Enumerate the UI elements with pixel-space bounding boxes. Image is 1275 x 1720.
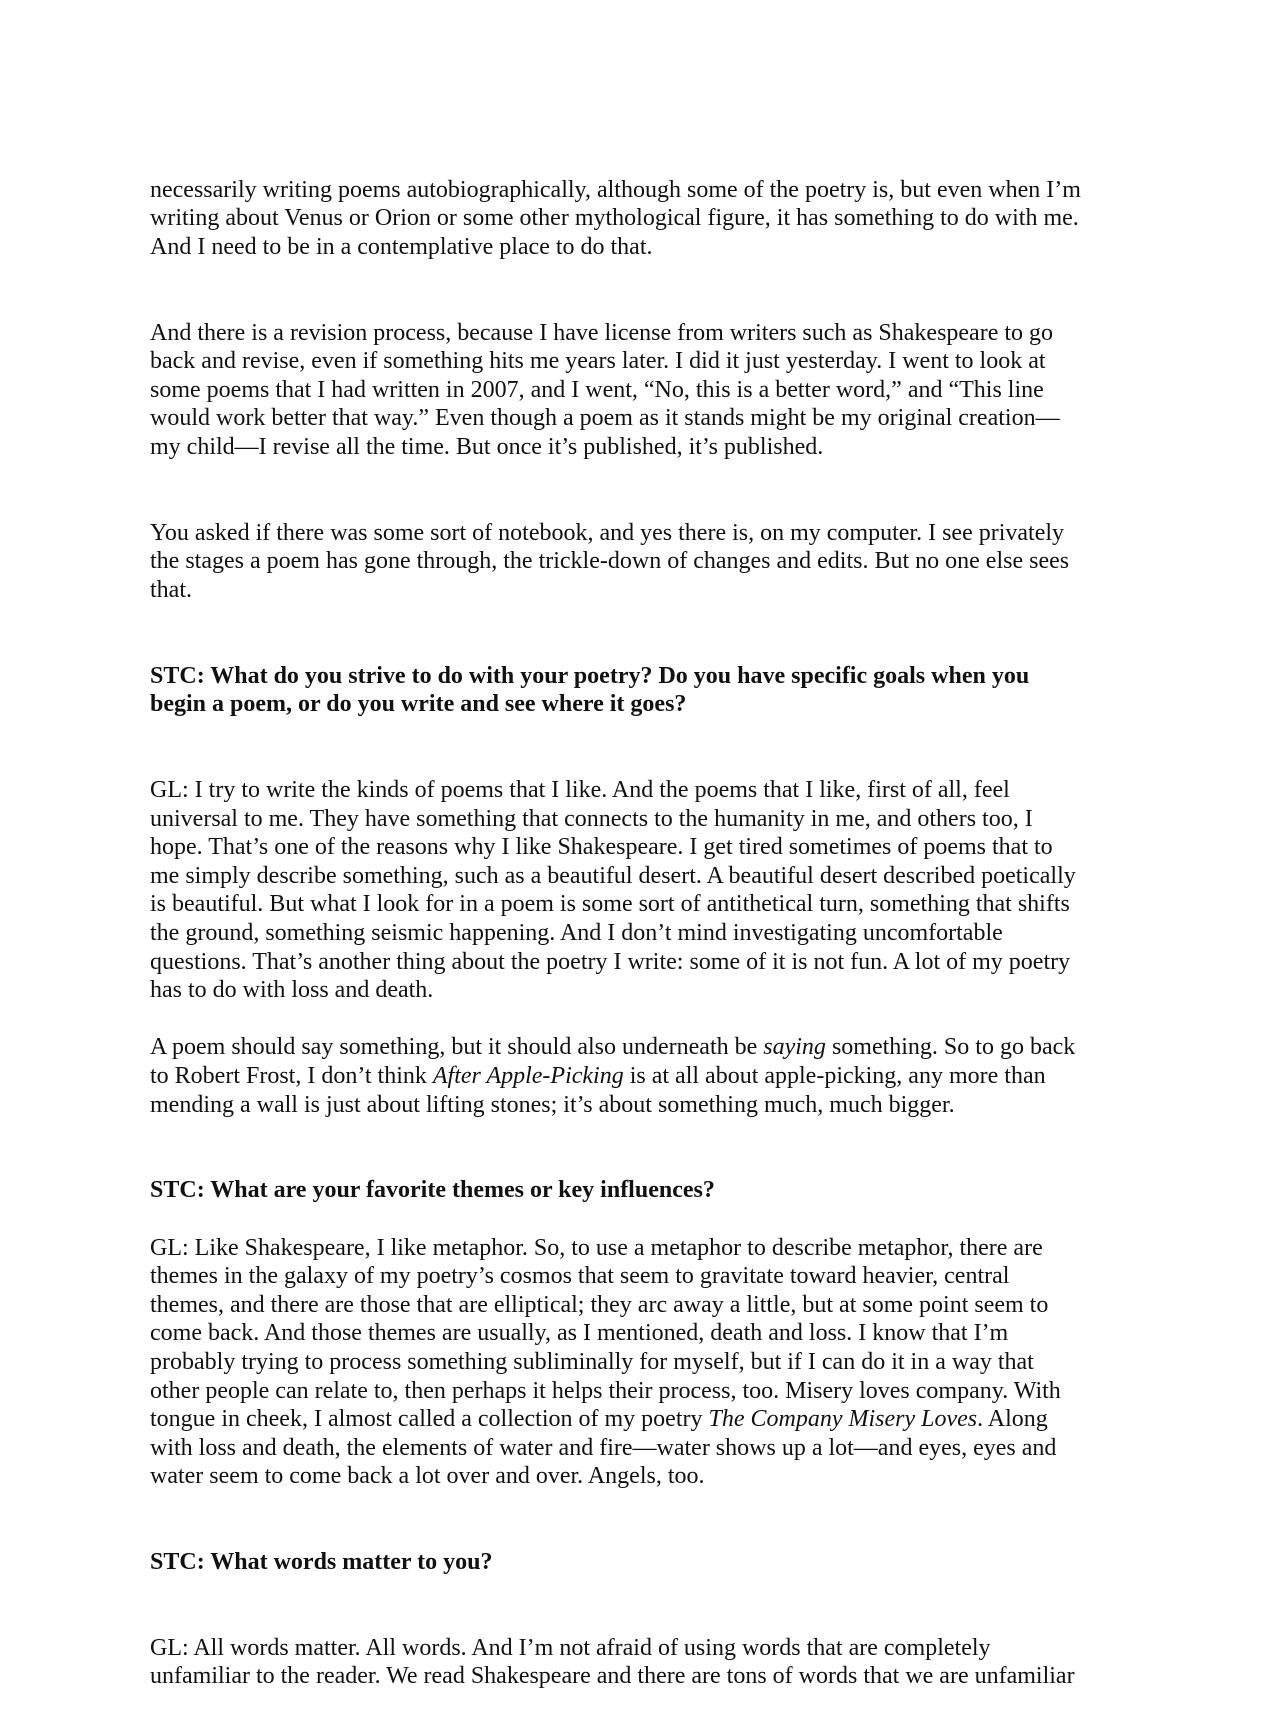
paragraph-text: GL: I try to write the kinds of poems that I like. And the poems that I like, first of all, feel universal to me. They have something that connects to the humanity in me, and others too, I hope. That’s one of the reasons why I like Shakespeare. I get tired sometimes of poems that to me simply describe something, such as a beautiful desert. A beautiful desert described poetically is beautiful. But what I look for in a poem is some sort of antithetical turn, something that shifts the ground, something seismic happening. And I don’t mind investigating uncomfortable questions. That’s another thing about the poetry I write: some of it is not fun. A lot of my poetry has to do with loss and death. bbox=[150, 777, 1076, 1004]
paragraph-1 bbox=[150, 147, 1135, 261]
paragraph-10 bbox=[150, 1605, 1135, 1691]
italic-title: After Apple-Picking bbox=[432, 1063, 624, 1089]
question-text: STC: What are your favorite themes or key influences? bbox=[150, 1177, 715, 1204]
interview-question-1 bbox=[150, 633, 1135, 719]
interview-question-2 bbox=[150, 1148, 1135, 1205]
paragraph-text: GL: Like Shakespeare, I like metaphor. So, to use a metaphor to describe metaphor, there are themes in the galaxy of my poetry’s cosmos that seem to gravitate toward heavier, central themes, and there are those that are elliptical; they arc away a little, but at some point seem to come back. And those themes are usually, as I mentioned, death and loss. I know that I’m probably trying to process something subliminally for myself, but if I can do it in a way that other people can relate to, then perhaps it helps their process, too. Misery loves company. With tongue in cheek, I almost called a collection of my poetry bbox=[150, 1234, 1061, 1433]
paragraph-text: You asked if there was some sort of notebook, and yes there is, on my computer. I see privately the stages a poem has gone through, the trickle-down of changes and edits. But no one else sees that. bbox=[150, 519, 1070, 603]
paragraph-text: And there is a revision process, because I have license from writers such as Shakespeare to go back and revise, even if something hits me years later. I did it just yesterday. I went to look at some poems that I had written in 2007, and I went, “No, this is a better word,” and “This line would work better that way.” Even though a poem as it stands might be my original creation— my child—I revise all the time. But once it’s published, it’s published. bbox=[150, 319, 1060, 460]
paragraph-text: necessarily writing poems autobiographically, although some of the poetry is, but even when I’m writing about Venus or Orion or some other mythological figure, it has something to do with me. And I need to be in a contemplative place to do that. bbox=[150, 176, 1081, 260]
paragraph-text: GL: All words matter. All words. And I’m not afraid of using words that are completely unfamiliar to the reader. We read Shakespeare and there are tons of words that we are unfamiliar bbox=[150, 1634, 1075, 1690]
document-page bbox=[150, 147, 1135, 1720]
paragraph-text: . Along with loss and death, the elements of water and fire—water shows up a lot—and eyes, eyes and water seem to come back a lot over and over. Angels, too. bbox=[150, 1406, 1057, 1490]
paragraph-8 bbox=[150, 1234, 1135, 1491]
paragraph-3 bbox=[150, 490, 1135, 604]
paragraph-2 bbox=[150, 290, 1135, 462]
question-text: STC: What words matter to you? bbox=[150, 1549, 493, 1576]
interview-question-3 bbox=[150, 1520, 1135, 1577]
paragraph-text: A poem should say something, but it should also underneath be bbox=[150, 1034, 764, 1061]
italic-title: The Company Misery Loves bbox=[708, 1406, 978, 1433]
question-text: STC: What do you strive to do with your poetry? Do you have specific goals when you begin a poem, or do you write and see where it goes? bbox=[150, 662, 1030, 718]
paragraph-text: something. So to go back to Robert Frost, I don’t think bbox=[150, 1034, 1076, 1089]
paragraph-6 bbox=[150, 1033, 1135, 1119]
paragraph-text: is at all about apple-picking, any more than mending a wall is just about lifting stones; it’s about something much, much bigger. bbox=[150, 1063, 1046, 1118]
italic-text: saying bbox=[763, 1034, 826, 1061]
paragraph-5 bbox=[150, 747, 1135, 1004]
